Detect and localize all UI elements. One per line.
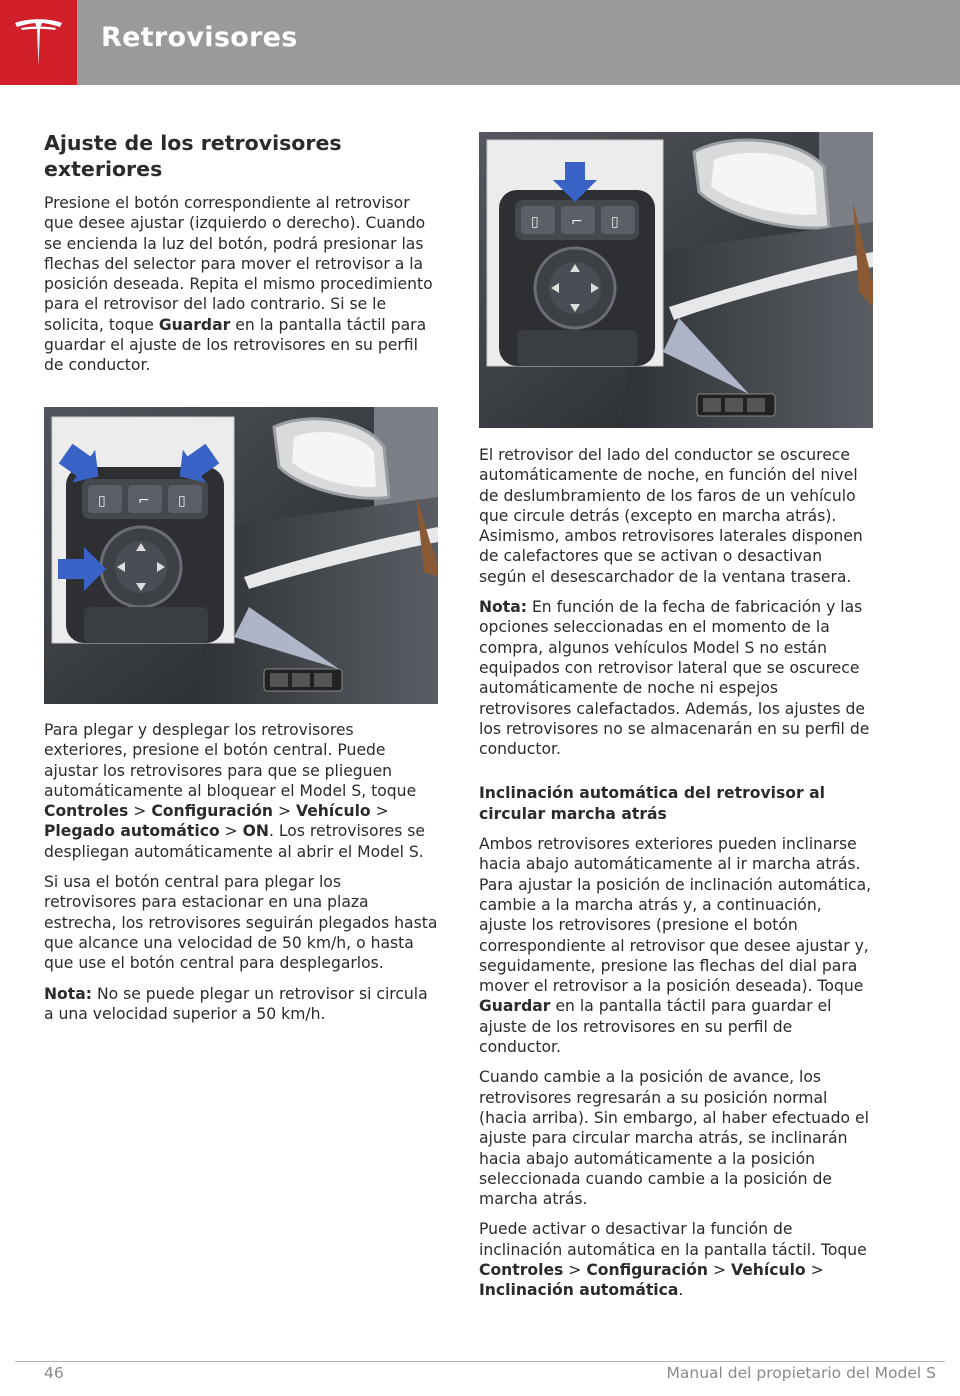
svg-text:▯: ▯ xyxy=(531,214,539,230)
paragraph-tilt-adjust: Ambos retrovisores exteriores pueden inclinarse hacia abajo automáticamente al ir marcha atrás. Para ajustar la posición de inclinación automática, cambie a la marcha atrás y, a continuación, ajuste los retrovisores (presione el botón correspondiente al retrovisor que desee ajustar y, seguidamente, presione las flechas del dial para mover el retrovisor a la posición deseada). Toque Guardar en la pantalla táctil para guardar el ajuste de los retrovisores en su perfil de conductor. xyxy=(479,835,872,1057)
svg-text:⌐: ⌐ xyxy=(138,493,150,509)
mirror-control-figure-2 xyxy=(479,132,873,428)
paragraph-parking: Si usa el botón central para plegar los retrovisores para estacionar en una plaza estrecha, los retrovisores seguirán plegados hasta que alcance una velocidad de 50 km/h, o hasta que use el botón central para desplegarlos. xyxy=(44,873,438,973)
page-header xyxy=(0,0,960,85)
manual-title: Manual del propietario del Model S xyxy=(666,1364,936,1382)
page-title: Retrovisores xyxy=(101,22,298,53)
paragraph-dimming: El retrovisor del lado del conductor se oscurece automáticamente de noche, en función del nivel de deslumbramiento de los faros de un vehículo que circule detrás (excepto en marcha atrás). Asimismo, ambos retrovisores laterales disponen de calefactores que se activan o desactivan según el desescarchador de la ventana trasera. xyxy=(479,446,863,586)
subheading-reverse-tilt: Inclinación automática del retrovisor al circular marcha atrás xyxy=(479,784,825,823)
svg-text:▯: ▯ xyxy=(178,493,186,509)
section-heading: Ajuste de los retrovisores exteriores xyxy=(44,131,342,181)
right-column xyxy=(479,445,873,1311)
left-column xyxy=(44,130,438,386)
mirror-control-figure-1 xyxy=(44,407,438,704)
svg-text:▯: ▯ xyxy=(611,214,619,230)
left-column-lower xyxy=(44,720,438,1034)
tesla-logo-icon xyxy=(13,17,64,68)
paragraph-adjust: Presione el botón correspondiente al retrovisor que desee ajustar (izquierdo o derecho). Cuando se encienda la luz del botón, podrá presionar las flechas del selector para mover el retrovisor a la posición deseada. Repita el mismo procedimiento para el retrovisor del lado contrario. Si se le solicita, toque Guardar en la pantalla táctil para guardar el ajuste de los retrovisores en su perfil de conductor. xyxy=(44,194,433,375)
paragraph-fold: Para plegar y desplegar los retrovisores exteriores, presione el botón central. Puede ajustar los retrovisores para que se plieguen automáticamente al bloquear el Model S, toque Controles > Configuración > Vehículo > Plegado automático > ON. Los retrovisores se despliegan automáticamente al abrir el Model S. xyxy=(44,721,425,861)
svg-text:⌐: ⌐ xyxy=(571,214,583,230)
footer-divider xyxy=(15,1361,945,1362)
paragraph-tilt-toggle: Puede activar o desactivar la función de inclinación automática en la pantalla táctil. Toque Controles > Configuración > Vehículo > Inclinación automática. xyxy=(479,1220,867,1300)
page-number: 46 xyxy=(44,1364,64,1382)
note-equipment: Nota: En función de la fecha de fabricación y las opciones seleccionadas en el momento de la compra, algunos vehículos Model S no están equipados con retrovisor lateral que se oscurece automáticamente de noche ni espejos retrovisores calefactados. Además, los ajustes de los retrovisores no se almacenarán en su perfil de conductor. xyxy=(479,598,870,759)
mirror-control-center-arrow-illustration xyxy=(479,132,873,428)
mirror-control-three-arrows-illustration xyxy=(44,407,438,704)
tesla-logo xyxy=(0,0,77,85)
note-fold: Nota: No se puede plegar un retrovisor si circula a una velocidad superior a 50 km/h. xyxy=(44,984,428,1023)
paragraph-tilt-return: Cuando cambie a la posición de avance, los retrovisores regresarán a su posición normal (hacia arriba). Sin embargo, al haber efectuado el ajuste para circular marcha atrás, se inclinarán hacia abajo automáticamente a la posición seleccionada cuando cambie a la posición de marcha atrás. xyxy=(479,1068,869,1209)
svg-text:▯: ▯ xyxy=(98,493,106,509)
